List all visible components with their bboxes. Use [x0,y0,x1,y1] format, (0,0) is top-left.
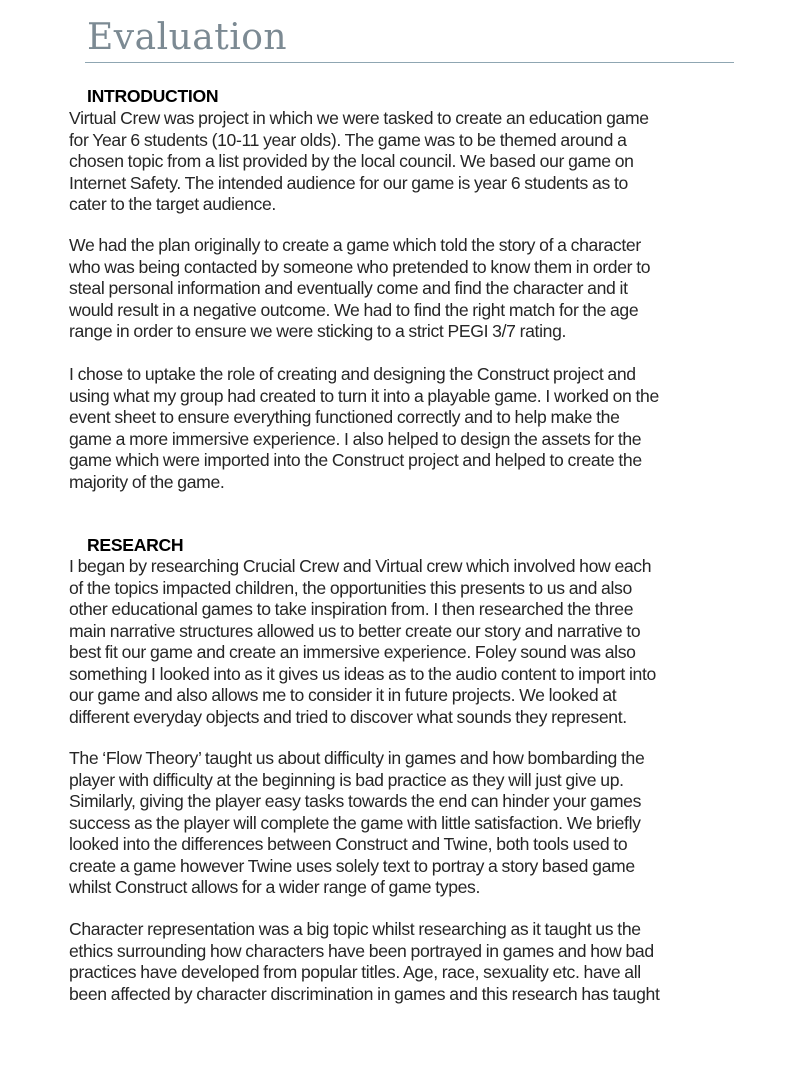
text-line: player with difficulty at the beginning is bad practice as they will just give up. [69,769,624,790]
text-line: Internet Safety. The intended audience for our game is year 6 students as to [69,172,628,193]
research-heading: RESEARCH [87,535,184,555]
text-line: been affected by character discrimination in games and this research has taught [69,983,660,1004]
title-underline [85,62,734,63]
text-line: best fit our game and create an immersive experience. Foley sound was also [69,642,636,662]
text-line: something I looked into as it gives us ideas as to the audio content to import into [69,663,656,684]
text-line: whilst Construct allows for a wider range of game types. [69,877,481,897]
text-line: cater to the target audience. [69,194,276,214]
text-line: using what my group had created to turn it into a playable game. I worked on the [69,385,659,406]
text-line: range in order to ensure we were sticking to a strict PEGI 3/7 rating. [69,321,567,341]
introduction-paragraph-1 [69,108,749,216]
text-line: different everyday objects and tried to discover what sounds they represent. [69,706,627,727]
text-line: main narrative structures allowed us to better create our story and narrative to [69,620,641,641]
document-title: Evaluation [87,17,288,58]
text-line: success as the player will complete the game with little satisfaction. We briefly [69,812,641,833]
introduction-paragraph-2 [69,235,749,343]
text-line: I chose to uptake the role of creating and designing the Construct project and [69,364,636,384]
text-line: Virtual Crew was project in which we were tasked to create an education game [69,108,649,128]
text-line: chosen topic from a list provided by the local council. We based our game on [69,151,634,171]
text-line: I began by researching Crucial Crew and Virtual crew which involved how each [69,556,652,576]
text-line: who was being contacted by someone who pretended to know them in order to [69,256,651,277]
text-line: other educational games to take inspiration from. I then researched the three [69,599,634,619]
text-line: our game and also allows me to consider it in future projects. We looked at [69,685,617,705]
text-line: practices have developed from popular titles. Age, race, sexuality etc. have all [69,962,641,982]
text-line: looked into the differences between Construct and Twine, both tools used to [69,834,628,854]
text-line: The ‘Flow Theory’ taught us about difficulty in games and how bombarding the [69,748,645,768]
text-line: majority of the game. [69,471,225,492]
research-paragraph-2 [69,748,749,899]
text-line: event sheet to ensure everything functioned correctly and to help make the [69,407,620,427]
text-line: ethics surrounding how characters have been portrayed in games and how bad [69,940,654,961]
text-line: for Year 6 students (10-11 year olds). The game was to be themed around a [69,129,627,150]
research-paragraph-3 [69,919,749,1005]
text-line: steal personal information and eventually come and find the character and it [69,278,628,298]
text-line: Character representation was a big topic whilst researching as it taught us the [69,919,641,939]
introduction-paragraph-3 [69,364,749,493]
text-line: We had the plan originally to create a game which told the story of a character [69,235,641,255]
text-line: of the topics impacted children, the opportunities this presents to us and also [69,577,632,598]
research-paragraph-1 [69,556,749,728]
text-line: would result in a negative outcome. We had to find the right match for the age [69,299,639,320]
introduction-heading: INTRODUCTION [87,86,219,106]
text-line: game a more immersive experience. I also helped to design the assets for the [69,428,642,449]
text-line: game which were imported into the Construct project and helped to create the [69,450,642,470]
text-line: create a game however Twine uses solely text to portray a story based game [69,855,635,876]
text-line: Similarly, giving the player easy tasks towards the end can hinder your games [69,791,642,811]
